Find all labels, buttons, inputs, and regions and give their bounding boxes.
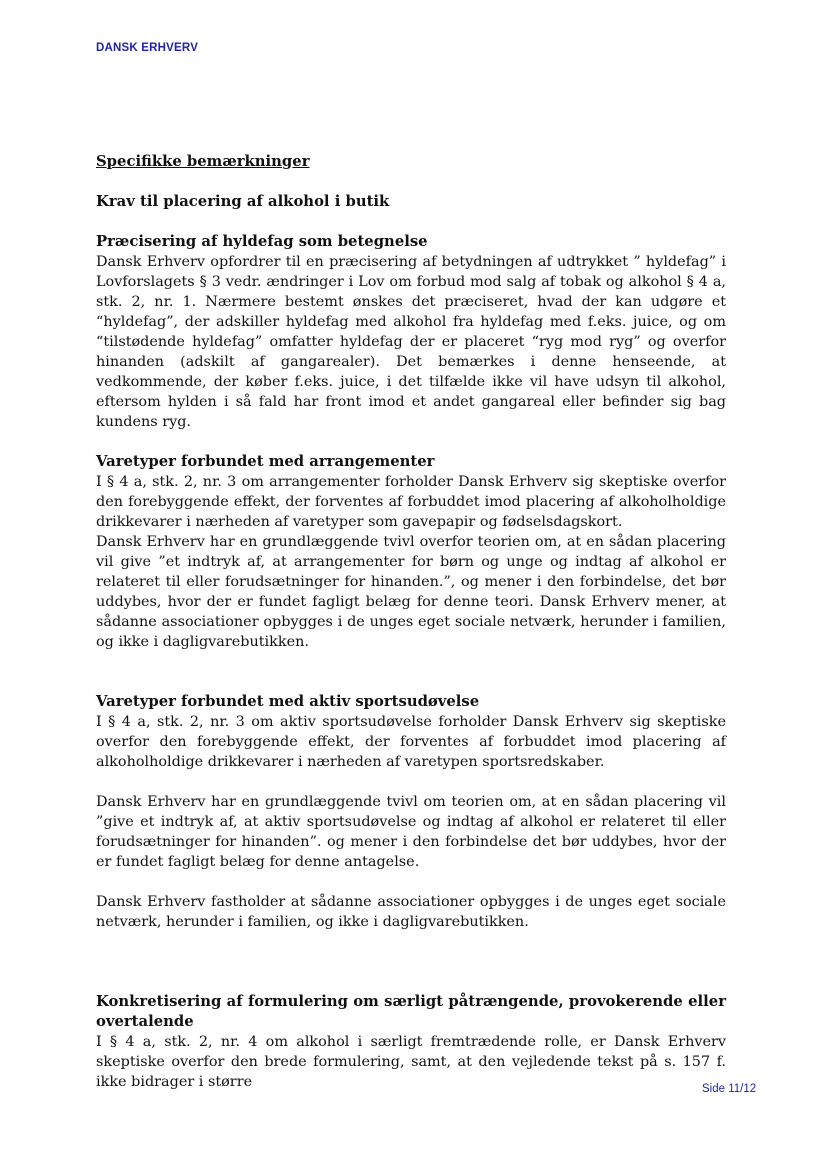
header-brand: DANSK ERHVERV <box>96 42 199 54</box>
section3-title: Varetyper forbundet med aktiv sportsudøvelse <box>96 693 480 710</box>
heading-specific: Specifikke bemærkninger <box>96 153 310 170</box>
section3-paragraph-1: I § 4 a, stk. 2, nr. 3 om aktiv sportsudøvelse forholder Dansk Erhverv sig skeptiske overfor den forebyggende effekt, der forventes af forbuddet imod placering af alkoholholdige drikkevarer i nærheden af varetypen sportsredskaber. <box>96 714 726 770</box>
section3-paragraph-3: Dansk Erhverv fastholder at sådanne associationer opbygges i de unges eget sociale netværk, herunder i familien, og ikke i dagligvarebutikken. <box>96 894 726 930</box>
section2-paragraph-2: Dansk Erhverv har en grundlæggende tvivl overfor teorien om, at en sådan placering vil give ”et indtryk af, at arrangementer for børn og unge og indtag af alkohol er relateret til eller forudsætninger for hinanden.”, og mener i den forbindelse, det bør uddybes, hvor der er fundet fagligt belæg for denne teori. Dansk Erhverv mener, at sådanne associationer opbygges i de unges eget sociale netværk, herunder i familien, og ikke i dagligvarebutikken. <box>96 534 726 650</box>
section3-paragraph-2: Dansk Erhverv har en grundlæggende tvivl om teorien om, at en sådan placering vil ”give et indtryk af, at aktiv sportsudøvelse og indtag af alkohol er relateret til eller forudsætninger for hinanden”. og mener i den forbindelse det bør uddybes, hvor der er fundet fagligt belæg for denne antagelse. <box>96 794 726 870</box>
section4-title: Konkretisering af formulering om særligt påtrængende, provokerende eller overtalende <box>96 993 726 1030</box>
heading-main: Krav til placering af alkohol i butik <box>96 193 390 210</box>
document-body <box>96 152 726 1092</box>
section4-paragraph: I § 4 a, stk. 2, nr. 4 om alkohol i særligt fremtrædende rolle, er Dansk Erhverv skeptiske overfor den brede formulering, samt, at den vejledende tekst på s. 157 f. ikke bidrager i større <box>96 1034 726 1090</box>
page-number: Side 11/12 <box>702 1083 757 1095</box>
section1-paragraph: Dansk Erhverv opfordrer til en præcisering af betydningen af udtrykket ” hyldefag” i Lovforslagets § 3 vedr. ændringer i Lov om forbud mod salg af tobak og alkohol § 4 a, stk. 2, nr. 1. Nærmere bestemt ønskes det præciseret, hvad der kan udgøre et “hyldefag”, der adskiller hyldefag med alkohol fra hyldefag med f.eks. juice, og om “tilstødende hyldefag” omfatter hyldefag der er placeret “ryg mod ryg” og overfor hinanden (adskilt af gangarealer). Det bemærkes i denne henseende, at vedkommende, der køber f.eks. juice, i det tilfælde ikke vil have udsyn til alkohol, eftersom hylden i så fald har front imod et andet gangareal eller befinder sig bag kundens ryg. <box>96 254 726 430</box>
section2-title: Varetyper forbundet med arrangementer <box>96 453 435 470</box>
section1-title: Præcisering af hyldefag som betegnelse <box>96 233 428 250</box>
section2-paragraph-1: I § 4 a, stk. 2, nr. 3 om arrangementer forholder Dansk Erhverv sig skeptiske overfor den forebyggende effekt, der forventes af forbuddet imod placering af alkoholholdige drikkevarer i nærheden af varetyper som gavepapir og fødselsdagskort. <box>96 474 726 530</box>
